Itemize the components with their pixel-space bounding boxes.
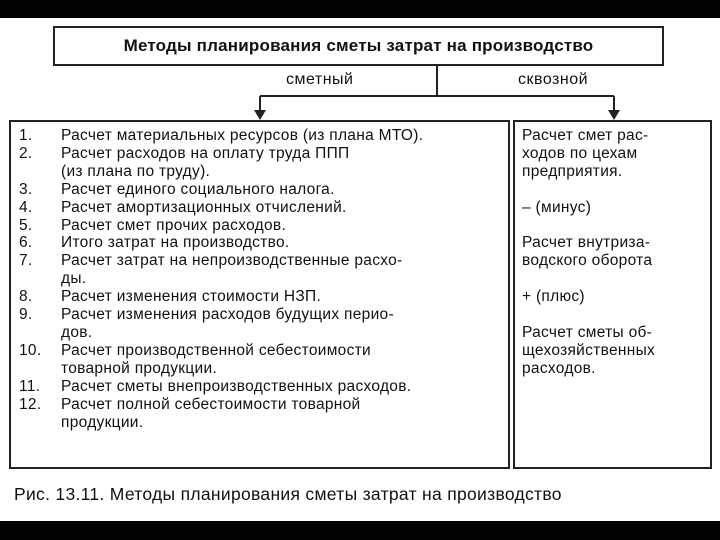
step-text: Расчет материальных ресурсов (из плана МТО).	[61, 127, 424, 144]
through-step-item: Расчет сметы об- щехозяйственных расходов.	[522, 323, 656, 377]
diagram-title: Методы планирования сметы затрат на производство	[123, 36, 594, 55]
step-number: 12.	[19, 395, 42, 413]
branch-label-right: сквозной	[518, 71, 589, 88]
step-number: 8.	[19, 288, 33, 306]
step-number: 3.	[19, 180, 33, 198]
branch-label-left: сметный	[286, 71, 354, 88]
through-step-item: Расчет смет рас- ходов по цехам предприятия.	[522, 127, 649, 180]
step-text: Расчет производственной себестоимости товарной продукции.	[61, 341, 371, 377]
step-item	[19, 306, 502, 342]
through-step-item: Расчет внутриза- водского оборота	[522, 234, 653, 270]
step-item	[19, 217, 502, 235]
bottom-black-bar	[0, 521, 720, 540]
right-arrowhead-icon	[608, 110, 620, 120]
step-number: 9.	[19, 306, 33, 324]
step-item	[19, 181, 502, 199]
left-arrowhead-icon	[254, 110, 266, 120]
step-item	[19, 288, 502, 306]
step-text: Итого затрат на производство.	[61, 234, 290, 252]
step-text: Расчет изменения расходов будущих перио- дов.	[61, 306, 394, 341]
through-step-item: – (минус)	[522, 198, 592, 216]
step-number: 10.	[19, 341, 42, 359]
step-number: 6.	[19, 234, 33, 252]
step-number: 11.	[19, 377, 41, 395]
step-number: 1.	[19, 127, 33, 144]
estimate-method-box	[9, 120, 510, 469]
step-number: 2.	[19, 144, 33, 162]
estimate-steps-list	[19, 127, 502, 431]
step-text: Расчет полной себестоимости товарной продукции.	[61, 395, 361, 431]
step-item	[19, 396, 502, 432]
through-steps-list	[522, 127, 704, 378]
step-item	[19, 342, 502, 378]
step-item	[19, 252, 502, 288]
step-text: Расчет смет прочих расходов.	[61, 216, 287, 234]
step-number: 5.	[19, 216, 33, 234]
step-text: Расчет расходов на оплату труда ППП (из плана по труду).	[61, 144, 350, 180]
step-item	[19, 127, 502, 145]
figure-caption: Рис. 13.11. Методы планирования сметы затрат на производство	[14, 484, 562, 504]
through-method-box	[513, 120, 712, 469]
step-item	[19, 378, 502, 396]
step-text: Расчет изменения стоимости НЗП.	[61, 288, 322, 306]
through-step-item: + (плюс)	[522, 288, 585, 306]
step-item	[19, 145, 502, 181]
step-text: Расчет сметы внепроизводственных расходов.	[61, 377, 412, 395]
step-item	[19, 234, 502, 252]
step-text: Расчет единого социального налога.	[61, 180, 335, 198]
step-text: Расчет затрат на непроизводственные расхо- ды.	[61, 252, 403, 288]
step-number: 4.	[19, 198, 33, 216]
step-item	[19, 199, 502, 217]
step-number: 7.	[19, 252, 33, 270]
step-text: Расчет амортизационных отчислений.	[61, 198, 347, 216]
